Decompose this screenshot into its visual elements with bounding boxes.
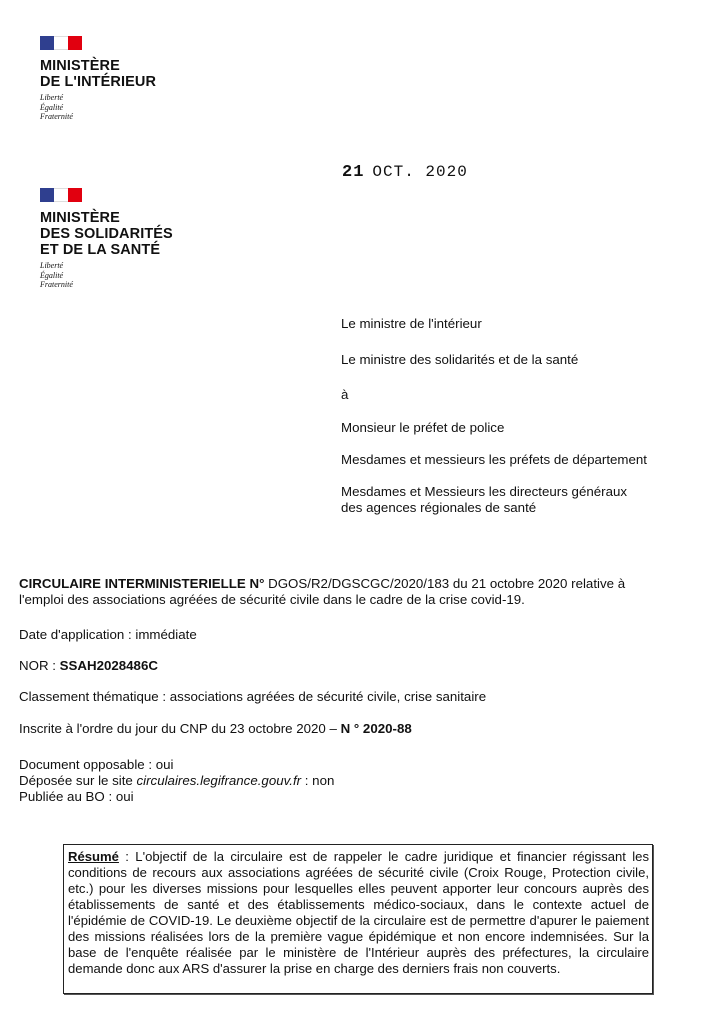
to-word: à bbox=[341, 387, 349, 402]
summary-text: Résumé : L'objectif de la circulaire est de rappeler le cadre juridique et financier régissant les conditions de recours aux associations agréées de sécurité civile (Croix Rouge, Protection civile, etc.) pour les diverses missions pour lesquelles elles peuvent apporter leur concours auprès des établissements de santé et des établissements médico-sociaux, dans le contexte actuel de l'épidémie de COVID-19. Le deuxième objectif de la circulaire est de permettre d'apurer le paiement des missions réalisées lors de la première vague épidémique et non encore indemnisées. Sur la base de l'enquête réalisée par le ministère de l'Intérieur auprès des préfectures, la circulaire demande donc aux ARS d'assurer la prise en charge des derniers frais non couverts. bbox=[68, 849, 650, 976]
marianne-flag-icon bbox=[40, 36, 82, 50]
ministry-name: MINISTÈRE DE L'INTÉRIEUR bbox=[40, 58, 157, 90]
date-stamp: 21 OCT. 2020 bbox=[342, 163, 468, 182]
recipient-prefets-departement: Mesdames et messieurs les préfets de département bbox=[341, 452, 647, 467]
logo-ministere-interieur bbox=[40, 36, 156, 122]
logo-ministere-sante bbox=[40, 188, 173, 290]
publication-info: Document opposable : oui Déposée sur le site circulaires.legifrance.gouv.fr : non Publiée au BO : oui bbox=[19, 757, 335, 804]
sender-interieur: Le ministre de l'intérieur bbox=[341, 316, 482, 331]
sender-sante: Le ministre des solidarités et de la santé bbox=[341, 352, 579, 367]
recipient-prefet-police: Monsieur le préfet de police bbox=[341, 420, 505, 435]
motto: Liberté Égalité Fraternité bbox=[40, 93, 73, 121]
motto: Liberté Égalité Fraternité bbox=[40, 261, 73, 289]
summary-box bbox=[63, 844, 653, 994]
classement-thematique: Classement thématique : associations agréées de sécurité civile, crise sanitaire bbox=[19, 689, 487, 704]
marianne-flag-icon bbox=[40, 188, 82, 202]
circular-title: CIRCULAIRE INTERMINISTERIELLE N° DGOS/R2/DGSCGC/2020/183 du 21 octobre 2020 relative à l'emploi des associations agréées de sécurité civile dans le cadre de la crise covid-19. bbox=[19, 576, 626, 607]
inscription-cnp: Inscrite à l'ordre du jour du CNP du 23 octobre 2020 – N ° 2020-88 bbox=[19, 721, 412, 736]
recipient-directeurs-ars: Mesdames et Messieurs les directeurs généraux des agences régionales de santé bbox=[341, 484, 628, 515]
date-application: Date d'application : immédiate bbox=[19, 627, 197, 642]
ministry-name: MINISTÈRE DES SOLIDARITÉS ET DE LA SANTÉ bbox=[40, 210, 173, 258]
nor-reference: NOR : SSAH2028486C bbox=[19, 658, 158, 673]
